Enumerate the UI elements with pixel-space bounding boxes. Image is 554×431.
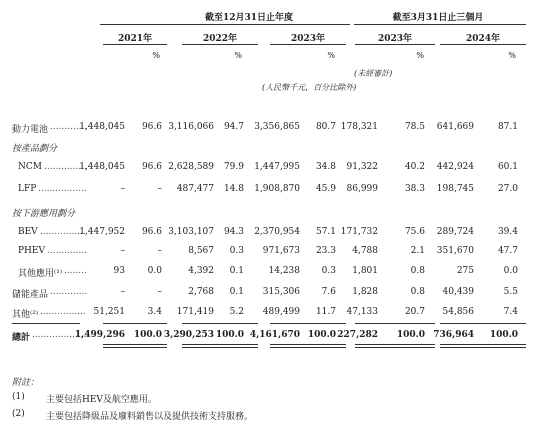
amount-cell: 3,116,066 (168, 122, 214, 132)
total-double-rule-2023-q1 (355, 344, 435, 348)
amount-cell: 1,447,952 (79, 227, 125, 237)
amount-cell: – (120, 246, 125, 256)
percent-cell: 96.6 (141, 162, 162, 172)
percent-cell: 2.1 (410, 246, 425, 256)
percent-cell: 94.3 (223, 227, 244, 237)
percent-cell: 11.7 (315, 307, 336, 317)
row-label: LFP (18, 184, 37, 194)
amount-cell: 86,999 (346, 184, 378, 194)
amount-cell: 3,356,865 (254, 122, 300, 132)
amount-cell: 3,103,107 (168, 227, 214, 237)
percent-cell: 100.0 (133, 330, 162, 340)
row-label: 總計 (12, 333, 31, 343)
amount-cell: 8,567 (188, 246, 214, 256)
amount-cell: 51,251 (93, 307, 125, 317)
percent-cell: 0.1 (229, 266, 244, 276)
amount-cell: 4,392 (188, 266, 214, 276)
amount-cell: 198,745 (436, 184, 474, 194)
percent-cell: 23.3 (315, 246, 336, 256)
note-2-text: 主要包括降級品及廢料銷售以及提供技術支持服務。 (46, 412, 254, 422)
amount-cell: 487,477 (176, 184, 214, 194)
percent-cell: 3.4 (147, 307, 162, 317)
total-double-rule-2024-q1 (440, 344, 526, 348)
amount-cell: 93 (113, 266, 125, 276)
total-rule-2024-q1 (440, 323, 526, 324)
amount-cell: 736,964 (433, 330, 474, 340)
section-by-product: 按產品劃分 (12, 144, 58, 154)
year-header-2023: 2023年 (290, 34, 326, 44)
header-group-q1-rule (354, 24, 526, 25)
amount-cell: 1,448,045 (79, 122, 125, 132)
leader-dots: ............. (50, 287, 88, 297)
percent-cell: 5.5 (503, 287, 518, 297)
leader-dots: ............... (44, 162, 87, 172)
percent-cell: 0.8 (410, 266, 425, 276)
note-2-number: (2) (12, 409, 25, 419)
unaudited-note: (未經審計) (354, 69, 393, 78)
percent-cell: 45.9 (315, 184, 336, 194)
percent-cell: 96.6 (141, 227, 162, 237)
notes-title: 附註： (12, 378, 40, 388)
year-header-2024-q1: 2024年 (465, 34, 501, 44)
amount-cell: 54,856 (442, 307, 474, 317)
percent-cell: 60.1 (497, 162, 518, 172)
percent-cell: 0.0 (147, 266, 162, 276)
year-rule-2022 (182, 44, 258, 45)
amount-cell: 275 (456, 266, 474, 276)
year-header-2021: 2021年 (117, 34, 153, 44)
amount-cell: 1,499,296 (74, 330, 125, 340)
leader-dots: ................ (40, 227, 86, 237)
row-label: 儲能產品 (12, 290, 49, 300)
amount-cell: – (120, 184, 125, 194)
section-by-application: 按下游應用劃分 (12, 209, 76, 219)
year-rule-2023-q1 (355, 44, 435, 45)
percent-cell: 7.6 (321, 287, 336, 297)
leader-dots: ............. (50, 122, 88, 132)
amount-cell: 178,321 (340, 122, 378, 132)
percent-cell: 79.9 (223, 162, 244, 172)
amount-cell: 1,828 (352, 287, 378, 297)
amount-cell: 91,322 (346, 162, 378, 172)
header-group-q1: 截至3月31日止三個月 (392, 13, 484, 23)
year-rule-2023 (270, 44, 346, 45)
percent-cell: 0.8 (410, 287, 425, 297)
amount-cell: 1,908,870 (254, 184, 300, 194)
percent-cell: – (157, 287, 162, 297)
percent-cell: 100.0 (215, 330, 244, 340)
percent-cell: 0.1 (229, 287, 244, 297)
total-rule-2023-q1 (355, 323, 435, 324)
amount-cell: 4,788 (352, 246, 378, 256)
leader-dots: ........ (64, 266, 87, 276)
row-label: 動力電池 (12, 125, 49, 135)
percent-cell: – (157, 246, 162, 256)
leader-dots: ................. (38, 184, 87, 194)
percent-cell: 20.7 (404, 307, 425, 317)
percent-cell: 75.6 (404, 227, 425, 237)
amount-cell: 2,628,589 (168, 162, 214, 172)
row-label: 其他應用⁽¹⁾ (18, 269, 63, 279)
amount-cell: 971,673 (262, 246, 300, 256)
percent-cell: 5.2 (229, 307, 244, 317)
amount-cell: 171,732 (340, 227, 378, 237)
percent-cell: 40.2 (404, 162, 425, 172)
year-header-2022: 2022年 (202, 34, 238, 44)
header-group-year-rule (100, 24, 350, 25)
percent-cell: 87.1 (497, 122, 518, 132)
amount-cell: – (120, 287, 125, 297)
percent-cell: 34.8 (315, 162, 336, 172)
percent-cell: 57.1 (315, 227, 336, 237)
unit-note: (人民幣千元，百分比除外) (262, 83, 357, 92)
leader-dots: ................... (32, 330, 87, 340)
percent-cell: 39.4 (497, 227, 518, 237)
pct-header-2024-q1: % (508, 51, 516, 60)
total-rule-2021 (103, 323, 167, 324)
amount-cell: 1,448,045 (79, 162, 125, 172)
year-header-2023-q1: 2023年 (377, 34, 413, 44)
percent-cell: 0.3 (321, 266, 336, 276)
amount-cell: 489,499 (262, 307, 300, 317)
note-1-text: 主要包括HEV及航空應用。 (46, 395, 157, 405)
total-rule-2023 (270, 323, 346, 324)
row-label: 其他⁽²⁾ (12, 310, 39, 320)
year-rule-2021 (103, 44, 167, 45)
percent-cell: 100.0 (307, 330, 336, 340)
note-1-number: (1) (12, 392, 25, 402)
amount-cell: 641,669 (436, 122, 474, 132)
percent-cell: 0.0 (503, 266, 518, 276)
pct-header-2023: % (327, 51, 335, 60)
row-label: PHEV (18, 246, 45, 256)
pct-header-2021: % (152, 51, 160, 60)
percent-cell: 94.7 (223, 122, 244, 132)
year-rule-2024-q1 (440, 44, 526, 45)
percent-cell: 7.4 (503, 307, 518, 317)
amount-cell: 2,768 (188, 287, 214, 297)
pct-header-2023-q1: % (416, 51, 424, 60)
percent-cell: 47.7 (497, 246, 518, 256)
total-double-rule-2022 (182, 344, 258, 348)
total-double-rule-2023 (270, 344, 346, 348)
amount-cell: 4,161,670 (249, 330, 300, 340)
row-label: NCM (18, 162, 42, 172)
total-rule-2022 (182, 323, 258, 324)
percent-cell: 100.0 (396, 330, 425, 340)
amount-cell: 315,306 (262, 287, 300, 297)
pct-header-2022: % (234, 51, 242, 60)
amount-cell: 442,924 (436, 162, 474, 172)
total-label-rule (12, 323, 80, 324)
leader-dots: ................ (40, 307, 86, 317)
percent-cell: 27.0 (497, 184, 518, 194)
amount-cell: 1,801 (352, 266, 378, 276)
percent-cell: 0.3 (229, 246, 244, 256)
amount-cell: 47,133 (346, 307, 378, 317)
amount-cell: 14,238 (268, 266, 300, 276)
amount-cell: 171,419 (176, 307, 214, 317)
amount-cell: 2,370,954 (254, 227, 300, 237)
percent-cell: 96.6 (141, 122, 162, 132)
percent-cell: – (157, 184, 162, 194)
total-double-rule-2021 (103, 344, 167, 348)
percent-cell: 78.5 (404, 122, 425, 132)
amount-cell: 1,447,995 (254, 162, 300, 172)
percent-cell: 38.3 (404, 184, 425, 194)
percent-cell: 14.8 (223, 184, 244, 194)
amount-cell: 289,724 (436, 227, 474, 237)
leader-dots: .............. (47, 246, 88, 256)
amount-cell: 227,282 (337, 330, 378, 340)
amount-cell: 40,439 (442, 287, 474, 297)
header-group-year: 截至12月31日止年度 (204, 13, 294, 23)
amount-cell: 3,290,253 (163, 330, 214, 340)
percent-cell: 100.0 (489, 330, 518, 340)
row-label: BEV (18, 227, 38, 237)
amount-cell: 351,670 (436, 246, 474, 256)
percent-cell: 80.7 (315, 122, 336, 132)
